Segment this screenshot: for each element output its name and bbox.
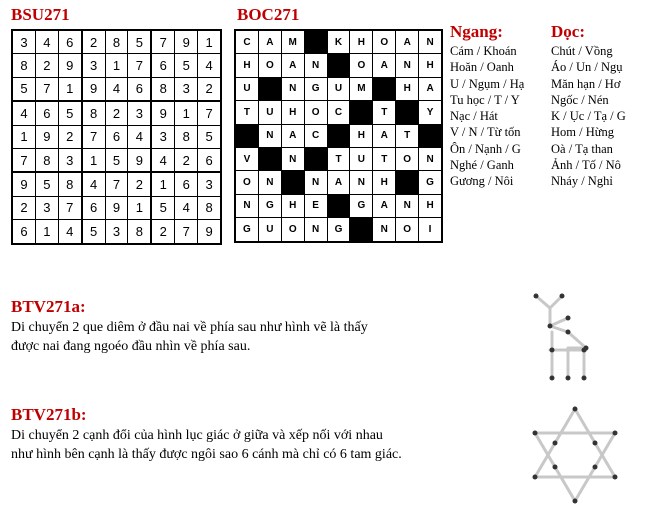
sudoku-cell: 4 bbox=[105, 77, 128, 101]
across-clue: Nạc / Hát bbox=[450, 109, 498, 124]
crossword-cell: N bbox=[419, 147, 442, 170]
sudoku-cell: 7 bbox=[105, 172, 128, 196]
across-clue: Gương / Nôi bbox=[450, 174, 514, 189]
crossword-cell: O bbox=[396, 218, 419, 242]
sudoku-row bbox=[12, 125, 221, 148]
crossword-cell: G bbox=[419, 171, 442, 194]
crossword-black-cell bbox=[350, 101, 373, 124]
sudoku-cell: 4 bbox=[35, 30, 58, 54]
sudoku-cell: 4 bbox=[175, 196, 198, 219]
crossword-black-cell bbox=[373, 77, 396, 100]
sudoku-cell: 1 bbox=[58, 77, 81, 101]
crossword-black-cell bbox=[304, 147, 327, 170]
crossword-row bbox=[235, 218, 442, 242]
sudoku-cell: 6 bbox=[128, 77, 151, 101]
sudoku-cell: 4 bbox=[128, 125, 151, 148]
sudoku-cell: 7 bbox=[151, 30, 174, 54]
crossword-cell: N bbox=[304, 54, 327, 77]
crossword-black-cell bbox=[396, 101, 419, 124]
sudoku-cell: 1 bbox=[82, 148, 105, 172]
crossword-black-cell bbox=[327, 54, 350, 77]
sudoku-cell: 9 bbox=[198, 220, 221, 244]
crossword-cell: T bbox=[373, 147, 396, 170]
crossword-title: BOC271 bbox=[237, 5, 300, 24]
crossword-cell: M bbox=[350, 77, 373, 100]
crossword-black-cell bbox=[258, 77, 281, 100]
sudoku-cell: 9 bbox=[151, 101, 174, 125]
sudoku-cell: 2 bbox=[35, 54, 58, 77]
crossword-cell: N bbox=[304, 218, 327, 242]
crossword-black-cell bbox=[327, 194, 350, 217]
sudoku-cell: 9 bbox=[35, 125, 58, 148]
sudoku-cell: 5 bbox=[105, 148, 128, 172]
sudoku-row bbox=[12, 77, 221, 101]
crossword-cell: A bbox=[281, 124, 304, 147]
sudoku-cell: 5 bbox=[151, 196, 174, 219]
crossword-cell: A bbox=[281, 54, 304, 77]
crossword-cell: G bbox=[258, 194, 281, 217]
crossword-cell: T bbox=[327, 147, 350, 170]
sudoku-row bbox=[12, 220, 221, 244]
sudoku-cell: 7 bbox=[35, 77, 58, 101]
sudoku-cell: 3 bbox=[35, 196, 58, 219]
sudoku-cell: 4 bbox=[82, 172, 105, 196]
crossword-cell: H bbox=[235, 54, 258, 77]
sudoku-cell: 1 bbox=[151, 172, 174, 196]
sudoku-cell: 5 bbox=[175, 54, 198, 77]
sudoku-cell: 8 bbox=[58, 172, 81, 196]
sudoku-cell: 5 bbox=[58, 101, 81, 125]
sudoku-cell: 6 bbox=[151, 54, 174, 77]
sudoku-cell: 5 bbox=[82, 220, 105, 244]
crossword-cell: O bbox=[235, 171, 258, 194]
sudoku-cell: 2 bbox=[12, 196, 35, 219]
crossword-cell: N bbox=[281, 147, 304, 170]
crossword-cell: N bbox=[350, 171, 373, 194]
sudoku-cell: 5 bbox=[128, 30, 151, 54]
crossword-cell: U bbox=[258, 218, 281, 242]
sudoku-row bbox=[12, 196, 221, 219]
sudoku-cell: 6 bbox=[105, 125, 128, 148]
down-clue: Oà / Tạ than bbox=[551, 141, 613, 156]
sudoku-cell: 6 bbox=[12, 220, 35, 244]
sudoku-cell: 3 bbox=[82, 54, 105, 77]
down-clue: Áo / Un / Ngụ bbox=[551, 60, 623, 75]
down-clue: K / Ục / Tạ / G bbox=[551, 109, 626, 124]
sudoku-cell: 4 bbox=[151, 148, 174, 172]
exercise-a-title: BTV271a: bbox=[11, 297, 86, 316]
crossword-black-cell bbox=[304, 30, 327, 54]
crossword-row bbox=[235, 194, 442, 217]
crossword-cell: O bbox=[396, 147, 419, 170]
across-clues-title: Ngang: bbox=[450, 22, 503, 41]
crossword-row bbox=[235, 54, 442, 77]
sudoku-cell: 1 bbox=[35, 220, 58, 244]
crossword-cell: N bbox=[304, 171, 327, 194]
sudoku-cell: 2 bbox=[58, 125, 81, 148]
sudoku-cell: 1 bbox=[105, 54, 128, 77]
down-clue: Hom / Hừng bbox=[551, 125, 615, 140]
crossword-black-cell bbox=[281, 171, 304, 194]
sudoku-row bbox=[12, 30, 221, 54]
sudoku-cell: 8 bbox=[82, 101, 105, 125]
sudoku-cell: 3 bbox=[151, 125, 174, 148]
crossword-black-cell bbox=[235, 124, 258, 147]
sudoku-cell: 9 bbox=[175, 30, 198, 54]
sudoku-cell: 3 bbox=[198, 172, 221, 196]
sudoku-cell: 2 bbox=[198, 77, 221, 101]
crossword-cell: O bbox=[304, 101, 327, 124]
down-clue: Nháy / Nghỉ bbox=[551, 174, 613, 189]
crossword-cell: G bbox=[350, 194, 373, 217]
crossword-cell: T bbox=[235, 101, 258, 124]
sudoku-cell: 5 bbox=[12, 77, 35, 101]
sudoku-row bbox=[12, 101, 221, 125]
crossword-cell: H bbox=[350, 30, 373, 54]
sudoku-cell: 5 bbox=[198, 125, 221, 148]
sudoku-cell: 9 bbox=[12, 172, 35, 196]
exercise-b-line: như hình bên cạnh là thấy được ngôi sao 6 cánh mà chỉ có 6 tam giác. bbox=[11, 447, 402, 462]
down-clue: Ngốc / Nén bbox=[551, 92, 609, 107]
across-clues-list bbox=[450, 43, 524, 190]
across-clue: Tu học / T / Y bbox=[450, 92, 520, 107]
down-clue: Măn hạn / Hơ bbox=[551, 76, 621, 91]
crossword-cell: H bbox=[281, 194, 304, 217]
crossword-cell: U bbox=[350, 147, 373, 170]
crossword-cell: U bbox=[235, 77, 258, 100]
sudoku-cell: 8 bbox=[105, 30, 128, 54]
sudoku-cell: 6 bbox=[175, 172, 198, 196]
crossword-cell: E bbox=[304, 194, 327, 217]
crossword-cell: H bbox=[281, 101, 304, 124]
sudoku-cell: 6 bbox=[35, 101, 58, 125]
sudoku-row bbox=[12, 172, 221, 196]
sudoku-cell: 1 bbox=[198, 30, 221, 54]
down-clues-title: Dọc: bbox=[551, 22, 585, 41]
crossword-cell: H bbox=[419, 194, 442, 217]
crossword-black-cell bbox=[419, 124, 442, 147]
sudoku-cell: 7 bbox=[12, 148, 35, 172]
sudoku-cell: 9 bbox=[58, 54, 81, 77]
crossword-cell: N bbox=[258, 171, 281, 194]
sudoku-cell: 9 bbox=[82, 77, 105, 101]
sudoku-cell: 9 bbox=[128, 148, 151, 172]
across-clue: Nghé / Ganh bbox=[450, 158, 514, 173]
crossword-row bbox=[235, 171, 442, 194]
star-matchstick-figure bbox=[525, 405, 625, 505]
crossword-cell: H bbox=[373, 171, 396, 194]
sudoku-cell: 3 bbox=[12, 30, 35, 54]
sudoku-cell: 4 bbox=[12, 101, 35, 125]
sudoku-cell: 8 bbox=[35, 148, 58, 172]
crossword-cell: N bbox=[235, 194, 258, 217]
crossword-cell: A bbox=[419, 77, 442, 100]
crossword-cell: U bbox=[258, 101, 281, 124]
sudoku-cell: 1 bbox=[175, 101, 198, 125]
crossword-cell: H bbox=[396, 77, 419, 100]
down-clue: Chút / Vồng bbox=[551, 44, 613, 58]
exercise-b-title: BTV271b: bbox=[11, 405, 87, 424]
down-clues-list bbox=[551, 43, 626, 190]
sudoku-row bbox=[12, 54, 221, 77]
exercise-b-text bbox=[11, 426, 402, 464]
crossword-row bbox=[235, 30, 442, 54]
exercise-a-text bbox=[11, 318, 368, 356]
crossword-cell: G bbox=[327, 218, 350, 242]
crossword-cell: C bbox=[235, 30, 258, 54]
crossword-cell: K bbox=[327, 30, 350, 54]
sudoku-cell: 8 bbox=[175, 125, 198, 148]
crossword-cell: C bbox=[327, 101, 350, 124]
crossword-cell: C bbox=[304, 124, 327, 147]
crossword-row bbox=[235, 101, 442, 124]
crossword-cell: A bbox=[373, 54, 396, 77]
exercise-a-line: Di chuyển 2 que diêm ở đầu nai về phía sau như hình vẽ là thấy bbox=[11, 320, 368, 335]
crossword-cell: H bbox=[419, 54, 442, 77]
crossword-cell: I bbox=[419, 218, 442, 242]
sudoku-cell: 9 bbox=[105, 196, 128, 219]
sudoku-grid bbox=[11, 29, 222, 245]
exercise-a-line: được nai đang ngoéo đầu nhìn về phía sau. bbox=[11, 339, 251, 354]
deer-matchstick-figure bbox=[528, 288, 608, 388]
sudoku-cell: 8 bbox=[12, 54, 35, 77]
crossword-cell: T bbox=[396, 124, 419, 147]
sudoku-cell: 8 bbox=[151, 77, 174, 101]
crossword-grid bbox=[234, 29, 443, 243]
exercise-b-line: Di chuyển 2 cạnh đổi của hình lục giác ở giữa và xếp nối với nhau bbox=[11, 428, 383, 443]
crossword-cell: A bbox=[396, 30, 419, 54]
across-clue: Ôn / Nạnh / G bbox=[450, 141, 521, 156]
crossword-cell: H bbox=[350, 124, 373, 147]
sudoku-cell: 7 bbox=[58, 196, 81, 219]
sudoku-cell: 6 bbox=[58, 30, 81, 54]
crossword-cell: A bbox=[258, 30, 281, 54]
crossword-cell: G bbox=[235, 218, 258, 242]
sudoku-title: BSU271 bbox=[11, 5, 70, 24]
crossword-cell: A bbox=[373, 124, 396, 147]
sudoku-cell: 2 bbox=[105, 101, 128, 125]
crossword-cell: O bbox=[258, 54, 281, 77]
crossword-cell: M bbox=[281, 30, 304, 54]
crossword-black-cell bbox=[258, 147, 281, 170]
sudoku-cell: 3 bbox=[58, 148, 81, 172]
crossword-row bbox=[235, 77, 442, 100]
sudoku-cell: 4 bbox=[58, 220, 81, 244]
crossword-cell: T bbox=[373, 101, 396, 124]
sudoku-cell: 2 bbox=[151, 220, 174, 244]
crossword-cell: V bbox=[235, 147, 258, 170]
across-clue: U / Ngụm / Hạ bbox=[450, 76, 525, 91]
crossword-row bbox=[235, 147, 442, 170]
sudoku-cell: 7 bbox=[175, 220, 198, 244]
across-clue: Hoăn / Oanh bbox=[450, 60, 514, 75]
crossword-cell: A bbox=[373, 194, 396, 217]
sudoku-cell: 1 bbox=[128, 196, 151, 219]
sudoku-cell: 2 bbox=[82, 30, 105, 54]
crossword-cell: U bbox=[327, 77, 350, 100]
sudoku-cell: 8 bbox=[198, 196, 221, 219]
across-clue: V / N / Từ tốn bbox=[450, 125, 521, 140]
crossword-cell: N bbox=[258, 124, 281, 147]
crossword-cell: O bbox=[373, 30, 396, 54]
crossword-black-cell bbox=[350, 218, 373, 242]
crossword-cell: G bbox=[304, 77, 327, 100]
down-clue: Ảnh / Tố / Nô bbox=[551, 158, 621, 173]
sudoku-cell: 2 bbox=[175, 148, 198, 172]
sudoku-cell: 5 bbox=[35, 172, 58, 196]
crossword-cell: N bbox=[281, 77, 304, 100]
crossword-cell: O bbox=[281, 218, 304, 242]
sudoku-row bbox=[12, 148, 221, 172]
crossword-cell: A bbox=[327, 171, 350, 194]
crossword-cell: N bbox=[373, 218, 396, 242]
sudoku-cell: 2 bbox=[128, 172, 151, 196]
crossword-black-cell bbox=[327, 124, 350, 147]
crossword-cell: Y bbox=[419, 101, 442, 124]
sudoku-cell: 6 bbox=[198, 148, 221, 172]
sudoku-cell: 7 bbox=[198, 101, 221, 125]
crossword-black-cell bbox=[396, 171, 419, 194]
crossword-cell: N bbox=[396, 194, 419, 217]
sudoku-cell: 3 bbox=[128, 101, 151, 125]
crossword-cell: N bbox=[396, 54, 419, 77]
crossword-row bbox=[235, 124, 442, 147]
sudoku-cell: 7 bbox=[128, 54, 151, 77]
crossword-cell: O bbox=[350, 54, 373, 77]
sudoku-cell: 4 bbox=[198, 54, 221, 77]
sudoku-cell: 3 bbox=[175, 77, 198, 101]
across-clue: Cám / Khoán bbox=[450, 44, 517, 58]
sudoku-cell: 6 bbox=[82, 196, 105, 219]
sudoku-cell: 7 bbox=[82, 125, 105, 148]
sudoku-cell: 3 bbox=[105, 220, 128, 244]
sudoku-cell: 1 bbox=[12, 125, 35, 148]
sudoku-cell: 8 bbox=[128, 220, 151, 244]
crossword-cell: N bbox=[419, 30, 442, 54]
